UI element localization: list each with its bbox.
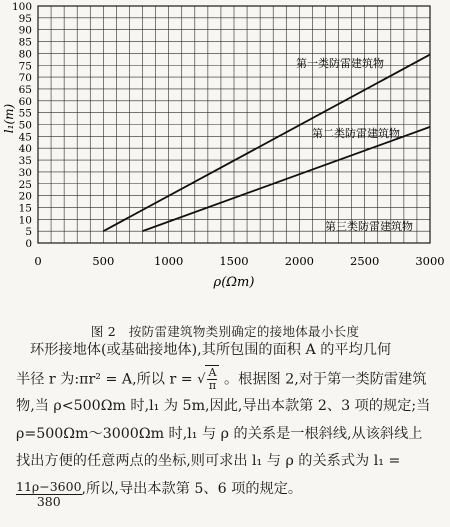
y-tick-label: 90 <box>18 24 32 37</box>
y-tick-label: 30 <box>18 166 32 179</box>
paragraph-text: 半径 r 为:πr² = A,所以 r = <box>16 370 193 387</box>
grid <box>38 6 430 243</box>
x-tick-label: 500 <box>92 254 115 268</box>
y-tick-label: 100 <box>11 1 32 13</box>
sqrt-expression: √ $\frac{A}{\pi}$ <box>197 365 219 394</box>
formula-fraction <box>16 480 82 509</box>
y-tick-label: 75 <box>18 60 32 73</box>
series-label: 第二类防雷建筑物 <box>312 127 400 140</box>
paragraph-text: 。根据图 2,对于第一类防雷建筑 <box>223 370 427 387</box>
x-tick-labels <box>34 254 444 268</box>
y-tick-label: 15 <box>18 202 32 215</box>
y-tick-label: 5 <box>25 226 32 239</box>
paragraph-line <box>16 365 444 394</box>
x-axis-label: ρ(Ωm) <box>213 275 255 290</box>
x-tick-label: 1500 <box>219 254 249 268</box>
formula-numerator: 11ρ−3600 <box>16 478 82 494</box>
sqrt-denominator: π <box>208 378 217 392</box>
x-tick-label: 2500 <box>350 254 380 268</box>
y-tick-label: 35 <box>18 155 32 168</box>
formula-denominator: 380 <box>36 493 61 509</box>
series-label: 第三类防雷建筑物 <box>325 220 413 233</box>
x-tick-label: 1000 <box>154 254 184 268</box>
y-tick-label: 80 <box>18 48 32 61</box>
y-tick-label: 55 <box>18 107 32 120</box>
y-tick-label: 85 <box>18 36 32 49</box>
sqrt-numerator: A <box>208 365 217 379</box>
y-tick-label: 20 <box>18 190 32 203</box>
paragraph-text: ,所以,导出本款第 5、6 项的规定。 <box>81 480 303 497</box>
series <box>103 55 430 232</box>
paragraph-line <box>16 476 444 509</box>
paragraph-line: 物,当 ρ<500Ωm 时,l₁ 为 5m,因此,导出本款第 2、3 项的规定;当 <box>16 398 431 415</box>
y-tick-label: 45 <box>18 131 32 144</box>
figure-caption: 图 2 按防雷建筑物类别确定的接地体最小长度 <box>90 324 360 339</box>
y-tick-label: 50 <box>18 119 32 132</box>
y-tick-label: 70 <box>18 72 32 85</box>
series-line-1 <box>103 55 430 232</box>
body-paragraph <box>16 337 444 509</box>
series-label: 第一类防雷建筑物 <box>296 57 384 70</box>
y-tick-label: 40 <box>18 143 32 156</box>
x-tick-label: 2000 <box>284 254 314 268</box>
x-tick-label: 0 <box>34 254 42 268</box>
y-tick-label: 95 <box>18 12 32 25</box>
y-tick-label: 65 <box>18 83 32 96</box>
paragraph-line: 环形接地体(或基础接地体),其所包围的面积 A 的平均几何 <box>30 342 392 358</box>
y-axis-label: l₁(m) <box>2 103 16 134</box>
paragraph-line: 找出方便的任意两点的坐标,则可求出 l₁ 与 ρ 的关系式为 l₁ = <box>16 453 401 470</box>
series-labels <box>296 56 413 233</box>
paragraph-line: ρ=500Ωm～3000Ωm 时,l₁ 与 ρ 的关系是一根斜线,从该斜线上 <box>16 425 423 442</box>
y-tick-label: 10 <box>18 214 32 227</box>
y-tick-label: 60 <box>18 95 32 108</box>
y-tick-label: 0 <box>25 238 32 250</box>
y-tick-label: 25 <box>18 178 32 191</box>
x-tick-label: 3000 <box>415 254 445 268</box>
